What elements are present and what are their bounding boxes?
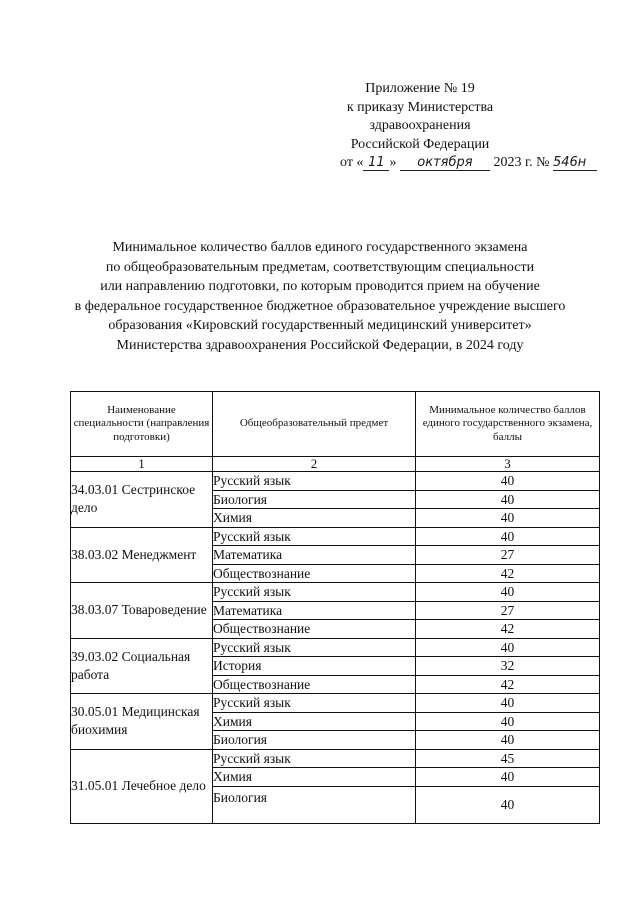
subject-cell: Биология: [213, 731, 416, 750]
specialty-cell: 31.05.01 Лечебное дело: [71, 749, 213, 823]
score-cell: 42: [416, 675, 600, 694]
score-cell: 40: [416, 472, 600, 491]
specialty-cell: 38.03.02 Менеджмент: [71, 527, 213, 583]
column-number: 2: [213, 457, 416, 472]
date-mid: »: [389, 155, 397, 170]
score-cell: 42: [416, 620, 600, 639]
score-cell: 40: [416, 786, 600, 823]
column-number: 3: [416, 457, 600, 472]
score-cell: 40: [416, 694, 600, 713]
specialty-cell: 34.03.01 Сестринское дело: [71, 472, 213, 528]
table-header-row: [71, 392, 600, 457]
column-header-subject: Общеобразовательный предмет: [213, 392, 416, 457]
subject-cell: Русский язык: [213, 472, 416, 491]
handwritten-order-number: 546н: [553, 155, 597, 171]
specialty-cell: 38.03.07 Товароведение: [71, 583, 213, 639]
column-number-row: [71, 457, 600, 472]
date-year: 2023 г. №: [493, 155, 550, 170]
title-line: по общеобразовательным предметам, соответствующим специальности: [105, 259, 535, 275]
specialty-cell: 30.05.01 Медицинская биохимия: [71, 694, 213, 750]
subject-cell: Биология: [213, 490, 416, 509]
subject-cell: Химия: [213, 768, 416, 787]
title-line: образования «Кировский государственный медицинский университет»: [108, 318, 532, 333]
score-cell: 40: [416, 527, 600, 546]
handwritten-day: 11: [363, 155, 389, 171]
appendix-order-ref: к приказу Министерства: [346, 99, 494, 115]
column-header-score: Минимальное количество баллов единого государственного экзамена, баллы: [416, 392, 600, 457]
table-row: [71, 749, 600, 768]
title-line: Министерства здравоохранения Российской Федерации, в 2024 году: [116, 337, 524, 353]
subject-cell: Русский язык: [213, 527, 416, 546]
score-cell: 40: [416, 768, 600, 787]
subject-cell: Биология: [213, 786, 416, 823]
subject-cell: Обществознание: [213, 564, 416, 583]
column-header-specialty: Наименование специальности (направления подготовки): [71, 392, 213, 457]
appendix-number: Приложение № 19: [365, 81, 475, 96]
subject-cell: Русский язык: [213, 638, 416, 657]
score-cell: 40: [416, 731, 600, 750]
table-row: [71, 638, 600, 657]
subject-cell: Математика: [213, 546, 416, 565]
subject-cell: Обществознание: [213, 675, 416, 694]
subject-cell: Математика: [213, 601, 416, 620]
title-line: в федеральное государственное бюджетное образовательное учреждение высшего: [74, 298, 566, 314]
order-date-line: [340, 155, 597, 171]
subject-cell: Русский язык: [213, 694, 416, 713]
subject-cell: Русский язык: [213, 749, 416, 768]
appendix-country: Российской Федерации: [350, 136, 490, 152]
title-line: Минимальное количество баллов единого государственного экзамена: [112, 240, 528, 255]
appendix-ministry: здравоохранения: [369, 118, 471, 133]
date-prefix: от «: [340, 155, 364, 170]
document-title: [60, 238, 580, 355]
subject-cell: История: [213, 657, 416, 676]
table-row: [71, 694, 600, 713]
score-cell: 27: [416, 601, 600, 620]
specialty-cell: 39.03.02 Социальная работа: [71, 638, 213, 694]
appendix-header: [300, 80, 540, 154]
score-cell: 40: [416, 638, 600, 657]
subject-cell: Русский язык: [213, 583, 416, 602]
table-row: [71, 583, 600, 602]
scores-table: [70, 391, 600, 824]
subject-cell: Химия: [213, 712, 416, 731]
title-line: или направлению подготовки, по которым проводится прием на обучение: [100, 279, 540, 294]
score-cell: 40: [416, 509, 600, 528]
table-row: [71, 527, 600, 546]
score-cell: 42: [416, 564, 600, 583]
score-cell: 27: [416, 546, 600, 565]
column-number: 1: [71, 457, 213, 472]
score-cell: 40: [416, 490, 600, 509]
score-cell: 40: [416, 583, 600, 602]
subject-cell: Химия: [213, 509, 416, 528]
handwritten-month: октября: [400, 155, 490, 171]
subject-cell: Обществознание: [213, 620, 416, 639]
score-cell: 32: [416, 657, 600, 676]
score-cell: 45: [416, 749, 600, 768]
table-row: [71, 472, 600, 491]
score-cell: 40: [416, 712, 600, 731]
